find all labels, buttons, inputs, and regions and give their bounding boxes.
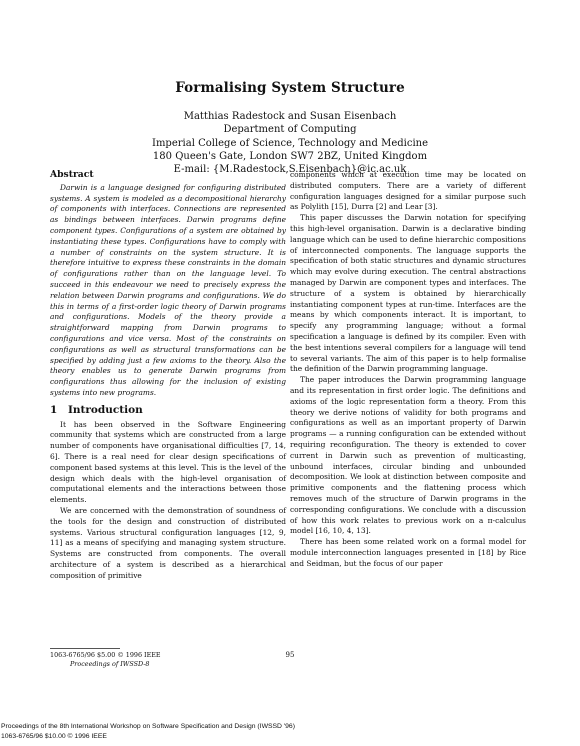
right-paragraph-3: The paper introduces the Darwin programming language and its representation in first order logic. The definitions and axioms of the logic representation form a theory. From this theory we derive notions of validity for both programs and configurations as well as an important property of Darwin programs — a running configuration can be extended without requiring reconfiguration. The theory is extended to cover current in Darwin such as prevention of multicasting, unbound interfaces, circular binding and unbounded decomposition. We look at distinction between composite and primitive components and the flattening process which removes much of the structure of Darwin programs in the corresponding configurations. We conclude with a discussion of how this work relates to previous work on a π-calculus model [16, 10, 4, 13].	[290, 375, 526, 536]
right-paragraph-1: components which at execution time may be located on distributed computers. There are a variety of different configuration languages designed for a similar purpose such as Polylith [15], Durra [2] and Lear [3].	[290, 170, 526, 212]
bottom-copyright-line: 1063-6765/96 $10.00 © 1996 IEEE	[1, 732, 107, 740]
intro-paragraph-1: It has been observed in the Software Engineering community that systems which are constructed from a large number of components have organisational difficulties [7, 14, 6]. There is a real need for clear design specifications of component based systems at this level. This is the level of the design which deals with the high-level organisation of computational elements and the interactions between those elements.	[50, 419, 286, 505]
author-institution: Imperial College of Science, Technology and Medicine	[152, 137, 428, 149]
abstract-text: Darwin is a language designed for configuring distributed systems. A system is modeled as a decompositional hierarchy of components with interfaces. Connections are represented as bindings between interfaces. Darwin programs define component types. Configurations of a system are obtained by instantiating these types. Configurations have to comply with a number of constraints on the system structure. It is therefore intuitive to express these constraints in the domain of configurations rather than on the language level. To succeed in this endeavour we need to precisely express the relation between Darwin programs and configurations. We do this in terms of a first-order logic theory of Darwin programs and configurations. Models of the theory provide a straightforward mapping from Darwin programs to configurations and vice versa. Most of the constraints on configurations as well as structural transformations can be specified by adding just a few axioms to the theory. Also the theory enables us to generate Darwin programs from configurations thus allowing for the inclusion of existing systems into new programs.	[50, 182, 286, 397]
author-department: Department of Computing	[223, 124, 357, 136]
footer-proceedings: Proceedings of IWSSD-8	[70, 659, 150, 668]
author-block	[0, 110, 580, 176]
section-heading-introduction	[50, 405, 286, 416]
right-paragraph-4: There has been some related work on a formal model for module interconnection languages presented in [18] by Rice and Seidman, but the focus of our paper	[290, 537, 526, 568]
bottom-proceedings-stamp	[1, 722, 295, 741]
section-number: 1	[50, 403, 58, 416]
section-title: Introduction	[68, 403, 143, 416]
author-email: E-mail: {M.Radestock,S.Eisenbach}@ic.ac.uk	[173, 164, 407, 176]
bottom-proceedings-line: Proceedings of the 8th International Workshop on Software Specification and Design (IWSSD '96)	[1, 723, 295, 730]
footer-rule	[50, 648, 120, 649]
author-address: 180 Queen's Gate, London SW7 2BZ, United Kingdom	[152, 150, 428, 162]
author-names: Matthias Radestock and Susan Eisenbach	[183, 111, 397, 122]
right-column	[290, 170, 526, 569]
page-number: 95	[285, 651, 295, 659]
right-paragraph-2: This paper discusses the Darwin notation for specifying this high-level organisation. Darwin is a declarative binding language which can be used to define hierarchic compositions of interconnected components. The language supports the specification of both static structures and dynamic structures which may evolve during execution. The central abstractions managed by Darwin are component types and interfaces. The structure of a system is obtained by hierarchically instantiating component types at run-time. Interfaces are the means by which components interact. It is important, to specify any programming language; without a formal specification a language is defined by its compiler. Even with the best intentions several compilers for a language will tend to several variants. The aim of this paper is to help formalise the definition of the Darwin programming language.	[290, 213, 526, 374]
paper-title: Formalising System Structure	[175, 80, 405, 96]
abstract-heading: Abstract	[50, 169, 94, 180]
footer-copyright: 1063-6765/96 $5.00 © 1996 IEEE	[50, 651, 161, 659]
left-column	[50, 170, 286, 581]
intro-paragraph-2: We are concerned with the demonstration of soundness of the tools for the design and construction of distributed systems. Various structural configuration languages [12, 9, 11] as a means of specifying and managing system structure. Systems are constructed from components. The overall architecture of a system is described as a hierarchical composition of primitive	[50, 505, 286, 580]
